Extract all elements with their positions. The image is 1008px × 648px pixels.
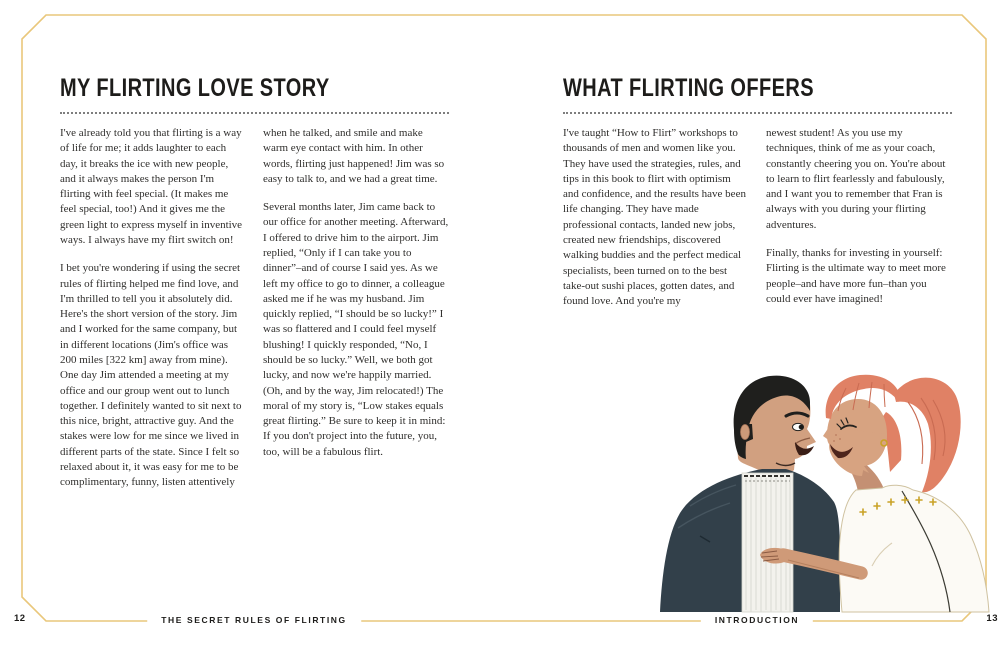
- title-divider: [60, 112, 449, 114]
- title-divider: [563, 112, 952, 114]
- body-paragraph: newest student! As you use my techniques, think of me as your coach, constantly cheering you on. You're about to learn to flirt fearlessly and fabulously, and I want you to remember that Fran is always with you during your flirting adventures.: [766, 127, 946, 231]
- body-paragraph: I bet you're wondering if using the secret rules of flirting helped me find love, and I'm thrilled to tell you it absolutely did. Here's the short version of the story. Jim and I worked for the same company, but in different locations (Jim's office was 200 miles [322 km] away from mine). One day Jim attended a meeting at my office and our group went out to lunch together. I definitely wanted to sit next to this nice, bright, attractive guy. And the stakes were low for me since we lived in different parts of the state. Since I felt so relaxed about it, it was easy for me to be complimentary, funny, listen attentively: [60, 262, 242, 489]
- text-columns: [60, 126, 449, 503]
- left-page: [60, 74, 449, 503]
- text-columns: [563, 126, 952, 322]
- right-page: [563, 74, 952, 322]
- body-paragraph: Several months later, Jim came back to our office for another meeting. Afterward, I offered to drive him to the airport. Jim replied, “Only if I can take you to dinner”–and of course I said yes. As we left my office to go to dinner, a colleague asked me if he was my husband. Jim quickly replied, “I should be so lucky!” I was so flattered and I could feel myself blushing! I quickly responded, “No, I should be so lucky.” Well, we both got lucky, and now we're happily married. (Oh, and by the way, Jim relocated!) The moral of my story is, “Low stakes equals great flirting.” Be sure to keep it in mind: If you don't project into the future, you, too, will be a fabulous flirt.: [263, 201, 449, 458]
- body-paragraph: Finally, thanks for investing in yourself: Flirting is the ultimate way to meet more people–and have more fun–than you could ever have imagined!: [766, 246, 946, 305]
- running-footer-left: THE SECRET RULES OF FLIRTING: [147, 615, 361, 625]
- woman-ponytail: [894, 378, 961, 493]
- body-paragraph: I've taught “How to Flirt” workshops to thousands of men and women like you. They have used the strategies, rules, and tips in this book to flirt with optimism and confidence, and the results have been life changing. They have made professional contacts, landed new jobs, created new friendships, discovered walking buddies and the perfect medical specialists, been turned on to the best take-out sushi places, gotten dates, and found love. And you're my: [563, 127, 746, 308]
- running-footer-right: INTRODUCTION: [701, 615, 813, 625]
- man-sweater: [742, 473, 793, 612]
- text-column: [263, 126, 449, 503]
- page-title: WHAT FLIRTING OFFERS: [563, 74, 814, 102]
- text-column: [563, 126, 749, 322]
- man-figure: [660, 376, 840, 612]
- body-paragraph: when he talked, and smile and make warm eye contact with him. In other words, flirting just happened! Jim was so easy to talk to, and we had a great time.: [263, 127, 445, 185]
- couple-illustration: [650, 366, 1006, 614]
- page-title: MY FLIRTING LOVE STORY: [60, 74, 330, 102]
- page-number-right: 13: [986, 613, 998, 624]
- page-number-left: 12: [14, 613, 26, 624]
- text-column: [766, 126, 952, 322]
- body-paragraph: I've already told you that flirting is a way of life for me; it adds laughter to each day, it breaks the ice with new people, and it always makes the person I'm flirting with feel special. (It makes me feel special, too!) And it gives me the green light to express myself in inventive ways. I always have my flirt switch on!: [60, 127, 243, 246]
- man-ear: [741, 425, 750, 440]
- text-column: [60, 126, 246, 503]
